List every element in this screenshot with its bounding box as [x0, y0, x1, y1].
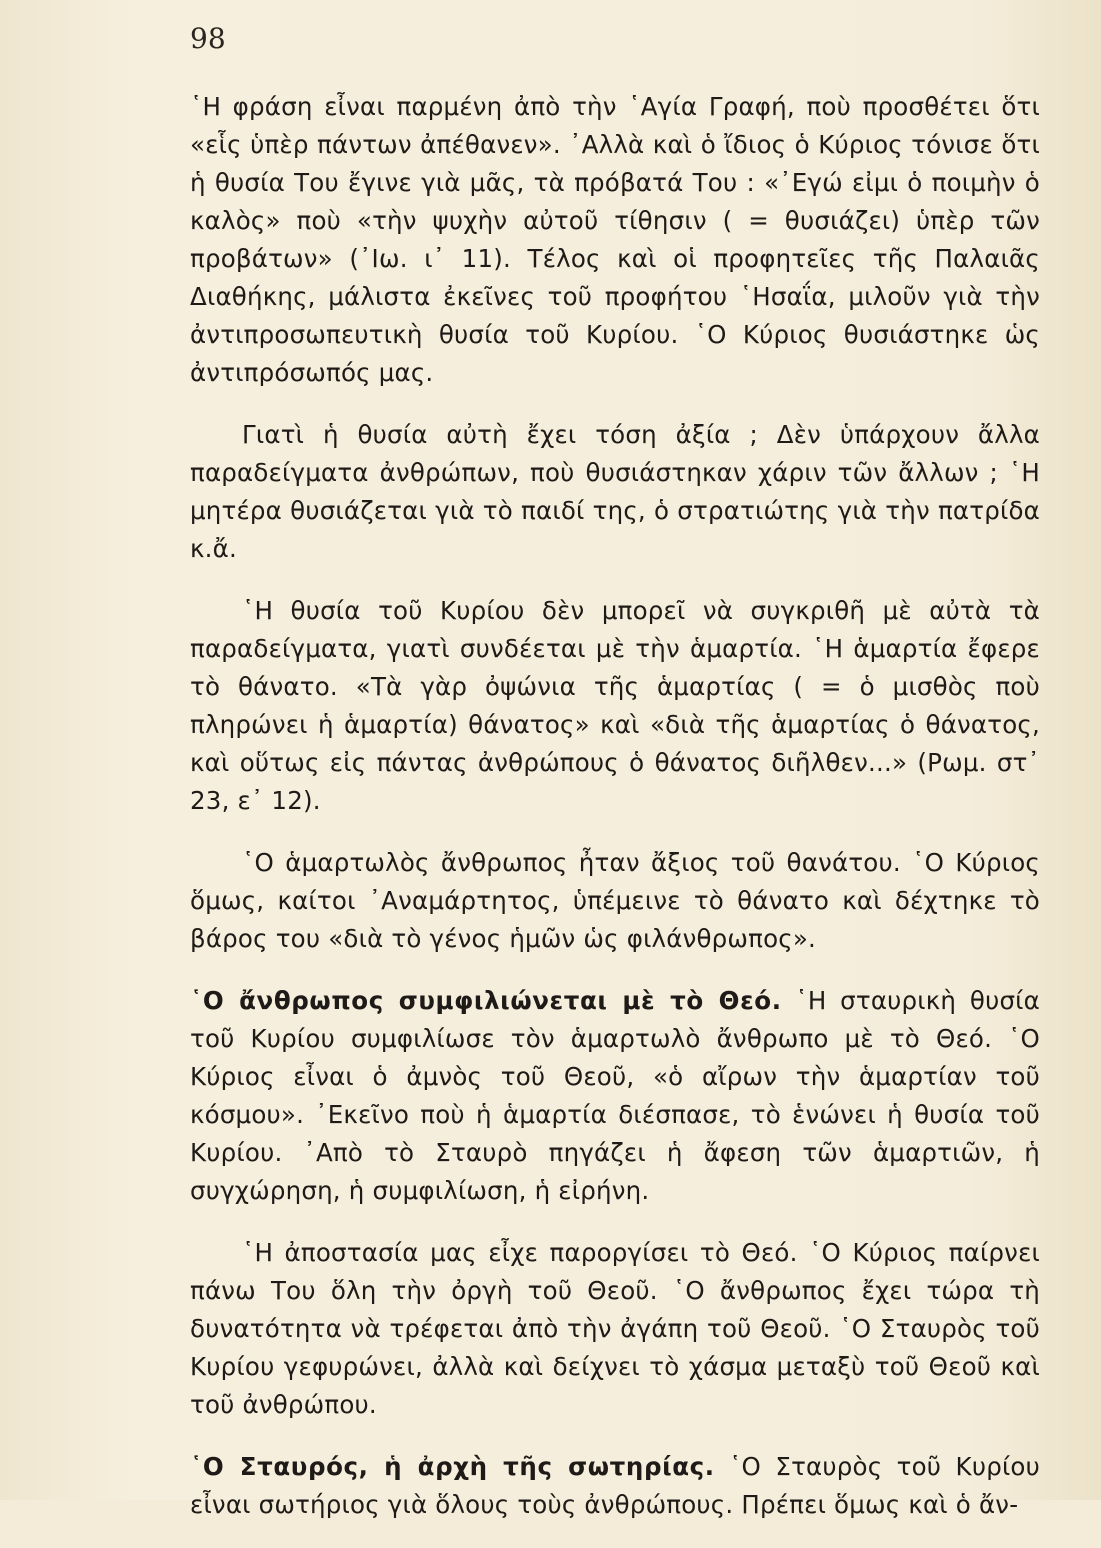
body-text: [190, 88, 1040, 1548]
paragraph-text: ῾Η ἀποστασία μας εἶχε παροργίσει τὸ Θεό. ῾Ο Κύριος παίρνει πάνω Του ὅλη τὴν ὀργὴ τοῦ Θεοῦ. ῾Ο ἄνθρωπος ἔχει τώρα τὴ δυνατότητα νὰ τρέφεται ἀπὸ τὴν ἀγάπη τοῦ Θεοῦ. ῾Ο Σταυρὸς τοῦ Κυρίου γεφυρώνει, ἀλλὰ καὶ δείχνει τὸ χάσμα μεταξὺ τοῦ Θεοῦ καὶ τοῦ ἀνθρώπου.: [190, 1238, 1040, 1419]
section-heading-salvation: ῾Ο Σταυρός, ἡ ἀρχὴ τῆς σωτηρίας.: [190, 1452, 715, 1481]
paragraph-5: [190, 982, 1040, 1210]
paragraph-text: Γιατὶ ἡ θυσία αὐτὴ ἔχει τόση ἀξία ; Δὲν ὑπάρχουν ἄλλα παραδείγματα ἀνθρώπων, ποὺ θυσιάστηκαν χάριν τῶν ἄλλων ; ῾Η μητέρα θυσιάζεται γιὰ τὸ παιδί της, ὁ στρατιώτης γιὰ τὴν πατρίδα κ.ἄ.: [190, 420, 1040, 563]
paragraph-3: [190, 592, 1040, 820]
paragraph-text: ῾Ο Σταυρὸς τοῦ Κυρίου εἶναι σωτήριος γιὰ ὅλους τοὺς ἀνθρώπους. Πρέπει ὅμως καὶ ὁ ἄν-: [190, 1452, 1041, 1519]
paragraph-2: [190, 416, 1040, 568]
paragraph-4: [190, 844, 1040, 958]
paragraph-1: [190, 88, 1040, 392]
paragraph-6: [190, 1234, 1040, 1424]
section-heading-reconciliation: ῾Ο ἄνθρωπος συμφιλιώνεται μὲ τὸ Θεό.: [190, 986, 782, 1015]
paragraph-text: ῾Ο ἁμαρτωλὸς ἄνθρωπος ἦταν ἄξιος τοῦ θανάτου. ῾Ο Κύριος ὅμως, καίτοι ᾿Αναμάρτητος, ὑπέμεινε τὸ θάνατο καὶ δέχτηκε τὸ βάρος του «διὰ τὸ γένος ἡμῶν ὡς φιλάνθρωπος».: [190, 848, 1040, 953]
paragraph-7: [190, 1448, 1040, 1524]
paragraph-text: ῾Η θυσία τοῦ Κυρίου δὲν μπορεῖ νὰ συγκριθῆ μὲ αὐτὰ τὰ παραδείγματα, γιατὶ συνδέεται μὲ τὴν ἁμαρτία. ῾Η ἁμαρτία ἔφερε τὸ θάνατο. «Τὰ γὰρ ὀψώνια τῆς ἁμαρτίας ( = ὁ μισθὸς ποὺ πληρώνει ἡ ἁμαρτία) θάνατος» καὶ «διὰ τῆς ἁμαρτίας ὁ θάνατος, καὶ οὕτως εἰς πάντας ἀνθρώπους ὁ θάνατος διῆλθεν...» (Ρωμ. στ᾿ 23, ε᾿ 12).: [190, 596, 1040, 815]
paragraph-text: ῾Η φράση εἶναι παρμένη ἀπὸ τὴν ῾Αγία Γραφή, ποὺ προσθέτει ὅτι «εἷς ὑπὲρ πάντων ἀπέθανεν». ᾿Αλλὰ καὶ ὁ ἴδιος ὁ Κύριος τόνισε ὅτι ἡ θυσία Του ἔγινε γιὰ μᾶς, τὰ πρόβατά Του : «᾿Εγώ εἰμι ὁ ποιμὴν ὁ καλὸς» ποὺ «τὴν ψυχὴν αὐτοῦ τίθησιν ( = θυσιάζει) ὑπὲρ τῶν προβάτων» (᾿Ιω. ι᾿ 11). Τέλος καὶ οἱ προφητεῖες τῆς Παλαιᾶς Διαθήκης, μάλιστα ἐκεῖνες τοῦ προφήτου ῾Ησαΐα, μιλοῦν γιὰ τὴν ἀντιπροσωπευτικὴ θυσία τοῦ Κυρίου. ῾Ο Κύριος θυσιάστηκε ὡς ἀντιπρόσωπός μας.: [190, 92, 1040, 387]
paragraph-text: ῾Η σταυρικὴ θυσία τοῦ Κυρίου συμφιλίωσε τὸν ἁμαρτωλὸ ἄνθρωπο μὲ τὸ Θεό. ῾Ο Κύριος εἶναι ὁ ἀμνὸς τοῦ Θεοῦ, «ὁ αἴρων τὴν ἁμαρτίαν τοῦ κόσμου». ᾿Εκεῖνο ποὺ ἡ ἁμαρτία διέσπασε, τὸ ἑνώνει ἡ θυσία τοῦ Κυρίου. ᾿Απὸ τὸ Σταυρὸ πηγάζει ἡ ἄφεση τῶν ἁμαρτιῶν, ἡ συγχώρηση, ἡ συμφιλίωση, ἡ εἰρήνη.: [190, 986, 1041, 1205]
page-number: 98: [190, 22, 226, 55]
